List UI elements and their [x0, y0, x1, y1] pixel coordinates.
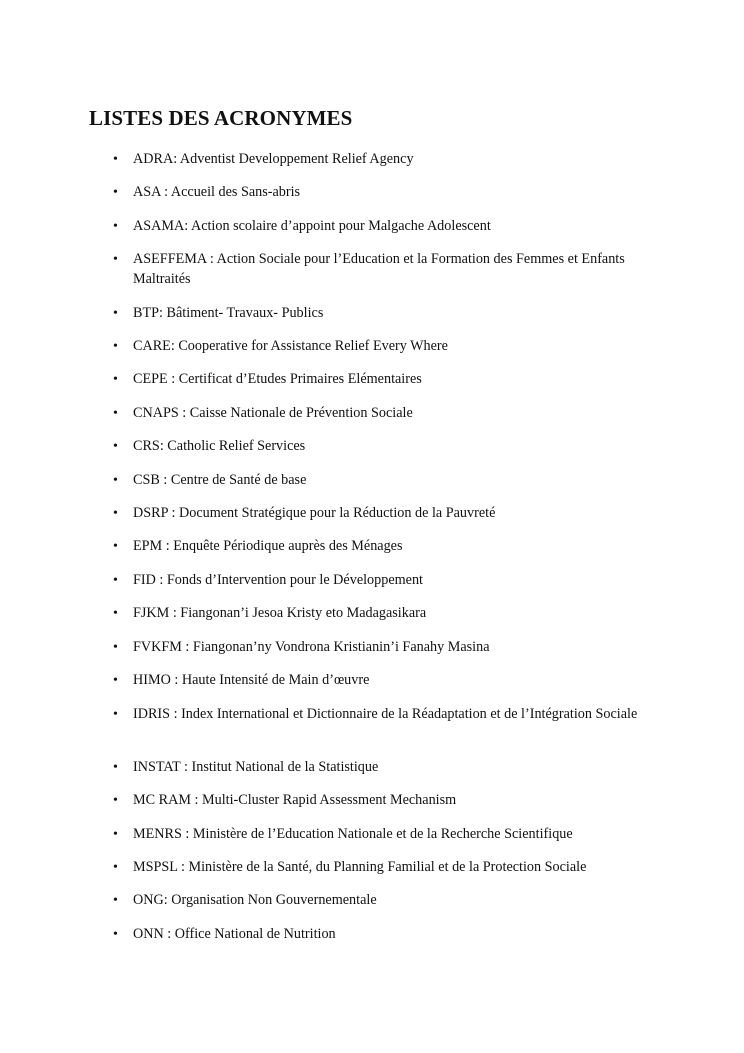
- bullet-icon: •: [113, 793, 118, 808]
- list-item: [113, 891, 673, 911]
- list-item: [113, 604, 673, 624]
- list-item: [113, 337, 673, 357]
- acronym-text: ONG: Organisation Non Gouvernementale: [133, 892, 377, 908]
- list-item: [113, 925, 673, 945]
- acronym-text: CRS: Catholic Relief Services: [133, 438, 306, 454]
- bullet-icon: •: [113, 473, 118, 488]
- acronym-text: MC RAM : Multi-Cluster Rapid Assessment Mechanism: [133, 792, 457, 808]
- bullet-icon: •: [113, 406, 118, 421]
- bullet-icon: •: [113, 927, 118, 942]
- list-item: [113, 537, 673, 557]
- acronym-text: DSRP : Document Stratégique pour la Réduction de la Pauvreté: [133, 505, 496, 521]
- list-item: [113, 858, 673, 878]
- acronym-text: ASA : Accueil des Sans-abris: [133, 184, 301, 200]
- acronym-text: ASAMA: Action scolaire d’appoint pour Malgache Adolescent: [133, 218, 491, 234]
- list-item: [113, 183, 673, 203]
- acronym-text: EPM : Enquête Périodique auprès des Ménages: [133, 538, 403, 554]
- list-item: [113, 705, 673, 725]
- page-title: LISTES DES ACRONYMES: [89, 106, 353, 130]
- acronym-text: INSTAT : Institut National de la Statistique: [133, 759, 379, 775]
- bullet-icon: •: [113, 252, 118, 267]
- list-item: [113, 471, 673, 491]
- bullet-icon: •: [113, 893, 118, 908]
- acronym-text: MENRS : Ministère de l’Education Nationale et de la Recherche Scientifique: [133, 826, 573, 842]
- list-item: [113, 150, 673, 170]
- acronym-text: ADRA: Adventist Developpement Relief Agency: [133, 151, 414, 167]
- bullet-icon: •: [113, 306, 118, 321]
- list-item: [113, 791, 673, 811]
- bullet-icon: •: [113, 860, 118, 875]
- acronym-text: HIMO : Haute Intensité de Main d’œuvre: [133, 672, 370, 688]
- acronym-text: FID : Fonds d’Intervention pour le Développement: [133, 572, 423, 588]
- list-item: [113, 404, 673, 424]
- bullet-icon: •: [113, 827, 118, 842]
- acronym-text: FJKM : Fiangonan’i Jesoa Kristy eto Madagasikara: [133, 605, 427, 621]
- list-item: [113, 217, 673, 237]
- acronym-text: IDRIS : Index International et Dictionnaire de la Réadaptation et de l’Intégration Sociale: [133, 706, 638, 722]
- bullet-icon: •: [113, 707, 118, 722]
- acronym-text: BTP: Bâtiment- Travaux- Publics: [133, 305, 324, 321]
- list-item: [113, 370, 673, 390]
- bullet-icon: •: [113, 673, 118, 688]
- acronym-text: ONN : Office National de Nutrition: [133, 926, 336, 942]
- acronym-text: CSB : Centre de Santé de base: [133, 472, 307, 488]
- bullet-icon: •: [113, 152, 118, 167]
- bullet-icon: •: [113, 439, 118, 454]
- list-item: [113, 671, 673, 691]
- list-item: [113, 250, 673, 289]
- acronym-text: ASEFFEMA : Action Sociale pour l’Education et la Formation des Femmes et Enfants Maltraités: [133, 251, 625, 287]
- bullet-icon: •: [113, 760, 118, 775]
- bullet-icon: •: [113, 219, 118, 234]
- list-item: [113, 825, 673, 845]
- bullet-icon: •: [113, 339, 118, 354]
- bullet-icon: •: [113, 506, 118, 521]
- bullet-icon: •: [113, 640, 118, 655]
- acronym-text: CARE: Cooperative for Assistance Relief Every Where: [133, 338, 448, 354]
- bullet-icon: •: [113, 185, 118, 200]
- list-item: [113, 571, 673, 591]
- list-item: [113, 758, 673, 778]
- list-item: [113, 504, 673, 524]
- acronym-text: MSPSL : Ministère de la Santé, du Planning Familial et de la Protection Sociale: [133, 859, 587, 875]
- list-item: [113, 638, 673, 658]
- bullet-icon: •: [113, 539, 118, 554]
- acronym-text: CNAPS : Caisse Nationale de Prévention Sociale: [133, 405, 413, 421]
- list-item: [113, 437, 673, 457]
- acronym-text: FVKFM : Fiangonan’ny Vondrona Kristianin’i Fanahy Masina: [133, 639, 490, 655]
- bullet-icon: •: [113, 606, 118, 621]
- list-item: [113, 304, 673, 324]
- bullet-icon: •: [113, 372, 118, 387]
- bullet-icon: •: [113, 573, 118, 588]
- acronym-text: CEPE : Certificat d’Etudes Primaires Elémentaires: [133, 371, 422, 387]
